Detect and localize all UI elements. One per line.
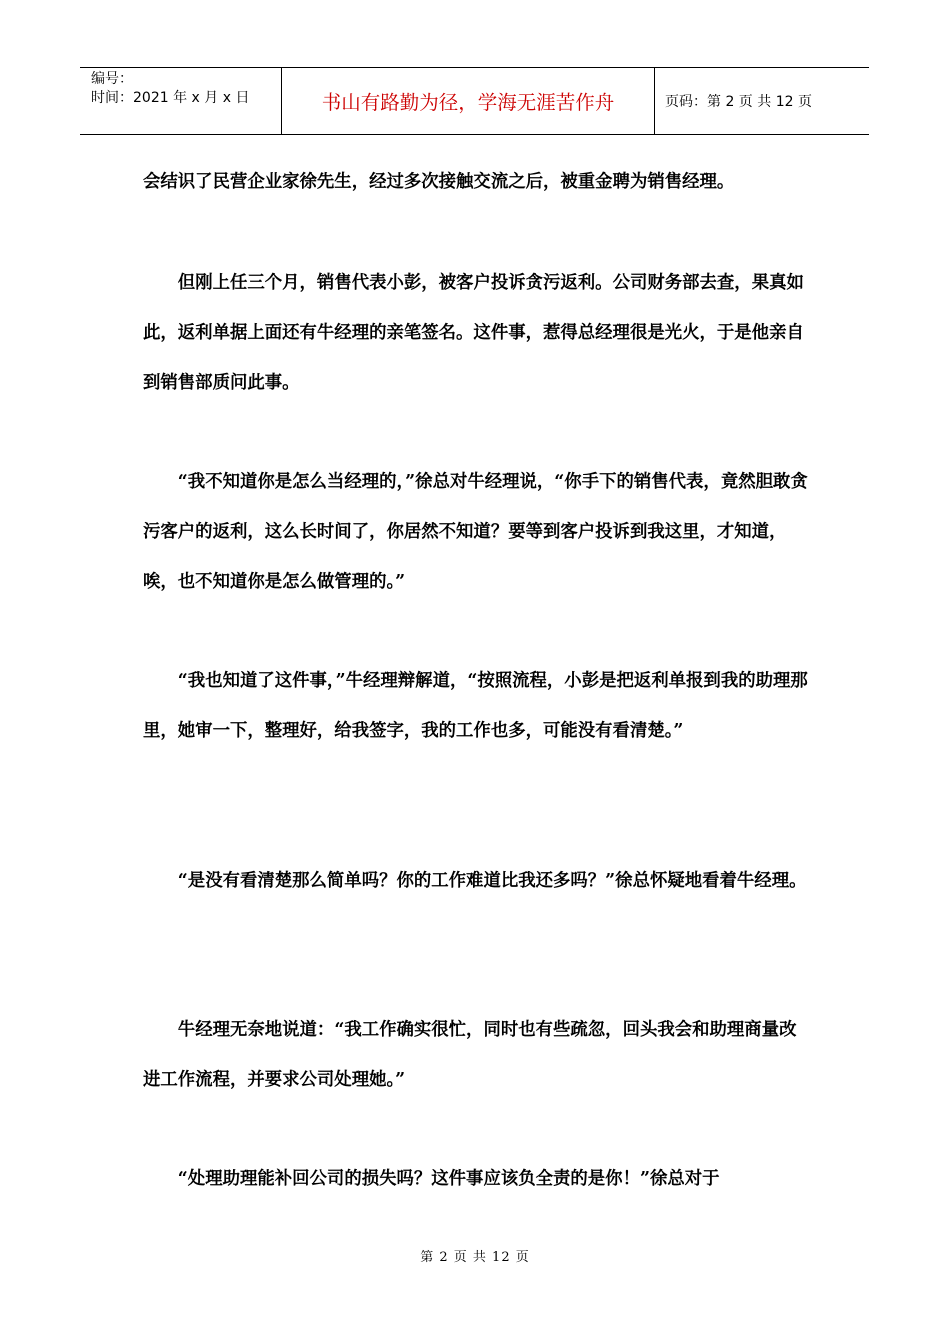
header-meta-cell	[80, 68, 282, 134]
header-motto: 书山有路勤为径，学海无涯苦作舟	[321, 91, 615, 114]
paragraph-5: “是没有看清楚那么简单吗？你的工作难道比我还多吗？”徐总怀疑地看着牛经理。	[177, 871, 807, 891]
paragraph-6: 牛经理无奈地说道：“我工作确实很忙，同时也有些疏忽，回头我会和助理商量改进工作流程，并要求公司处理她。”	[143, 1020, 797, 1090]
document-number-label: 编号：	[91, 71, 133, 87]
paragraph-7: “处理助理能补回公司的损失吗？这件事应该负全责的是你！”徐总对于	[177, 1169, 720, 1189]
paragraph-3: “我不知道你是怎么当经理的，”徐总对牛经理说，“你手下的销售代表，竟然胆敢贪污客户的返利，这么长时间了，你居然不知道？要等到客户投诉到我这里，才知道，唉，也不知道你是怎么做管理的。”	[143, 472, 808, 592]
paragraph-1: 会结识了民营企业家徐先生，经过多次接触交流之后，被重金聘为销售经理。	[143, 172, 735, 192]
header-page-info: 页码：第 2 页 共 12 页	[665, 94, 812, 110]
header-page-cell	[655, 68, 869, 134]
document-date: 时间：2021 年 x 月 x 日	[91, 90, 250, 106]
page-footer: 第 2 页 共 12 页	[420, 1250, 530, 1265]
header-motto-cell	[282, 68, 655, 134]
paragraph-2: 但刚上任三个月，销售代表小彭，被客户投诉贪污返利。公司财务部去查，果真如此，返利单据上面还有牛经理的亲笔签名。这件事，惹得总经理很是光火，于是他亲自到销售部质问此事。	[143, 273, 804, 393]
paragraph-4: “我也知道了这件事，”牛经理辩解道，“按照流程，小彭是把返利单报到我的助理那里，她审一下，整理好，给我签字，我的工作也多，可能没有看清楚。”	[143, 671, 808, 741]
header-table	[80, 67, 869, 135]
